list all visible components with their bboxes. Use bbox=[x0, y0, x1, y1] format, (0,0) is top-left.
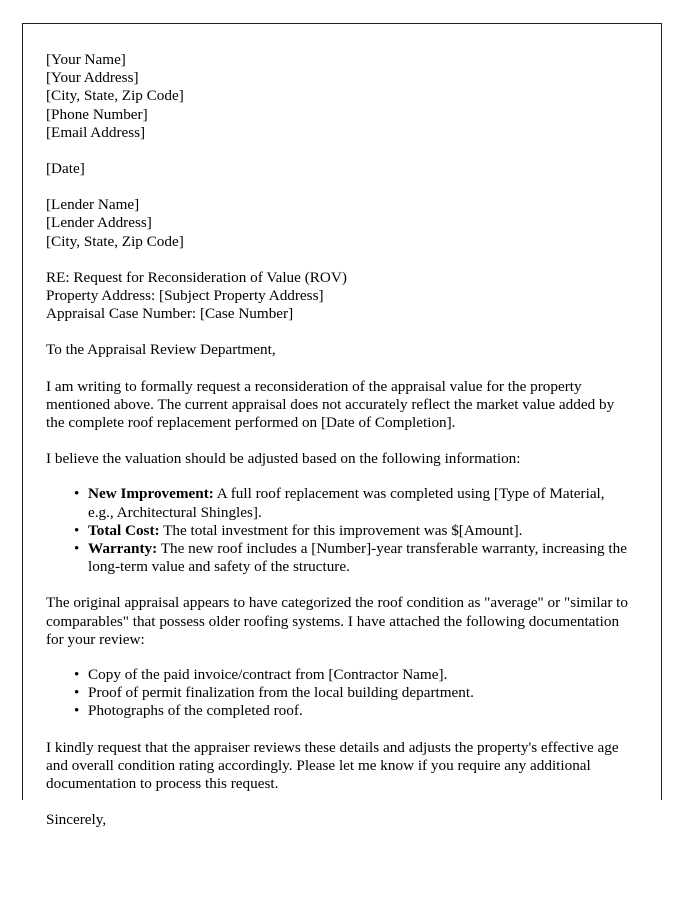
sender-city-state-zip-line: [City, State, Zip Code] bbox=[46, 87, 184, 105]
improvement-item-lead: New Improvement: bbox=[88, 485, 214, 503]
improvement-item-text: A full roof replacement was completed using [Type of Material, e.g., Architectural Shingles]. bbox=[88, 485, 605, 521]
subject-property-address-line: Property Address: [Subject Property Address] bbox=[46, 287, 324, 305]
list-item bbox=[46, 540, 630, 576]
improvement-list bbox=[46, 485, 630, 576]
list-item bbox=[46, 522, 630, 540]
list-item: • Copy of the paid invoice/contract from [Contractor Name]. bbox=[46, 666, 630, 684]
sender-name-line: [Your Name] bbox=[46, 51, 126, 68]
subject-block bbox=[46, 269, 630, 324]
paragraph-closing-request: I kindly request that the appraiser reviews these details and adjusts the property's effective age and overall condition rating accordingly. Please let me know if you require any additional documentation to process this request. bbox=[46, 738, 619, 793]
letter-content bbox=[46, 51, 630, 830]
sender-street-line: [Your Address] bbox=[46, 69, 139, 87]
improvement-item-text: The total investment for this improvement was $[Amount]. bbox=[159, 521, 523, 539]
improvement-item-text: The new roof includes a [Number]-year transferable warranty, increasing the long-term value and safety of the structure. bbox=[88, 540, 627, 576]
subject-case-number-line: Appraisal Case Number: [Case Number] bbox=[46, 305, 294, 323]
documentation-list bbox=[46, 666, 630, 721]
recipient-city-state-zip-line: [City, State, Zip Code] bbox=[46, 232, 184, 250]
closing-salutation: Sincerely, bbox=[46, 811, 107, 829]
date-line: [Date] bbox=[46, 160, 85, 178]
subject-re-line: RE: Request for Reconsideration of Value (ROV) bbox=[46, 268, 347, 286]
document-page bbox=[22, 23, 662, 829]
paragraph-list-intro: I believe the valuation should be adjusted based on the following information: bbox=[46, 450, 521, 468]
improvement-item-lead: Warranty: bbox=[88, 540, 158, 558]
list-item bbox=[46, 485, 630, 521]
sender-phone-line: [Phone Number] bbox=[46, 105, 148, 123]
recipient-address-block bbox=[46, 196, 630, 251]
recipient-street-line: [Lender Address] bbox=[46, 214, 152, 232]
list-item: • Proof of permit finalization from the local building department. bbox=[46, 684, 630, 702]
salutation: To the Appraisal Review Department, bbox=[46, 341, 276, 359]
sender-address-block bbox=[46, 51, 630, 142]
improvement-item-lead: Total Cost: bbox=[88, 521, 160, 539]
date-block bbox=[46, 160, 630, 178]
list-item: • Photographs of the completed roof. bbox=[46, 702, 630, 720]
paragraph-original-appraisal: The original appraisal appears to have categorized the roof condition as "average" or "similar to comparables" that possess older roofing systems. I have attached the following documentation for your review: bbox=[46, 594, 628, 648]
sender-email-line: [Email Address] bbox=[46, 123, 146, 141]
paragraph-intro: I am writing to formally request a reconsideration of the appraisal value for the property mentioned above. The current appraisal does not accurately reflect the market value added by the complete roof replacement performed on [Date of Completion]. bbox=[46, 377, 615, 432]
recipient-name-line: [Lender Name] bbox=[46, 196, 140, 214]
